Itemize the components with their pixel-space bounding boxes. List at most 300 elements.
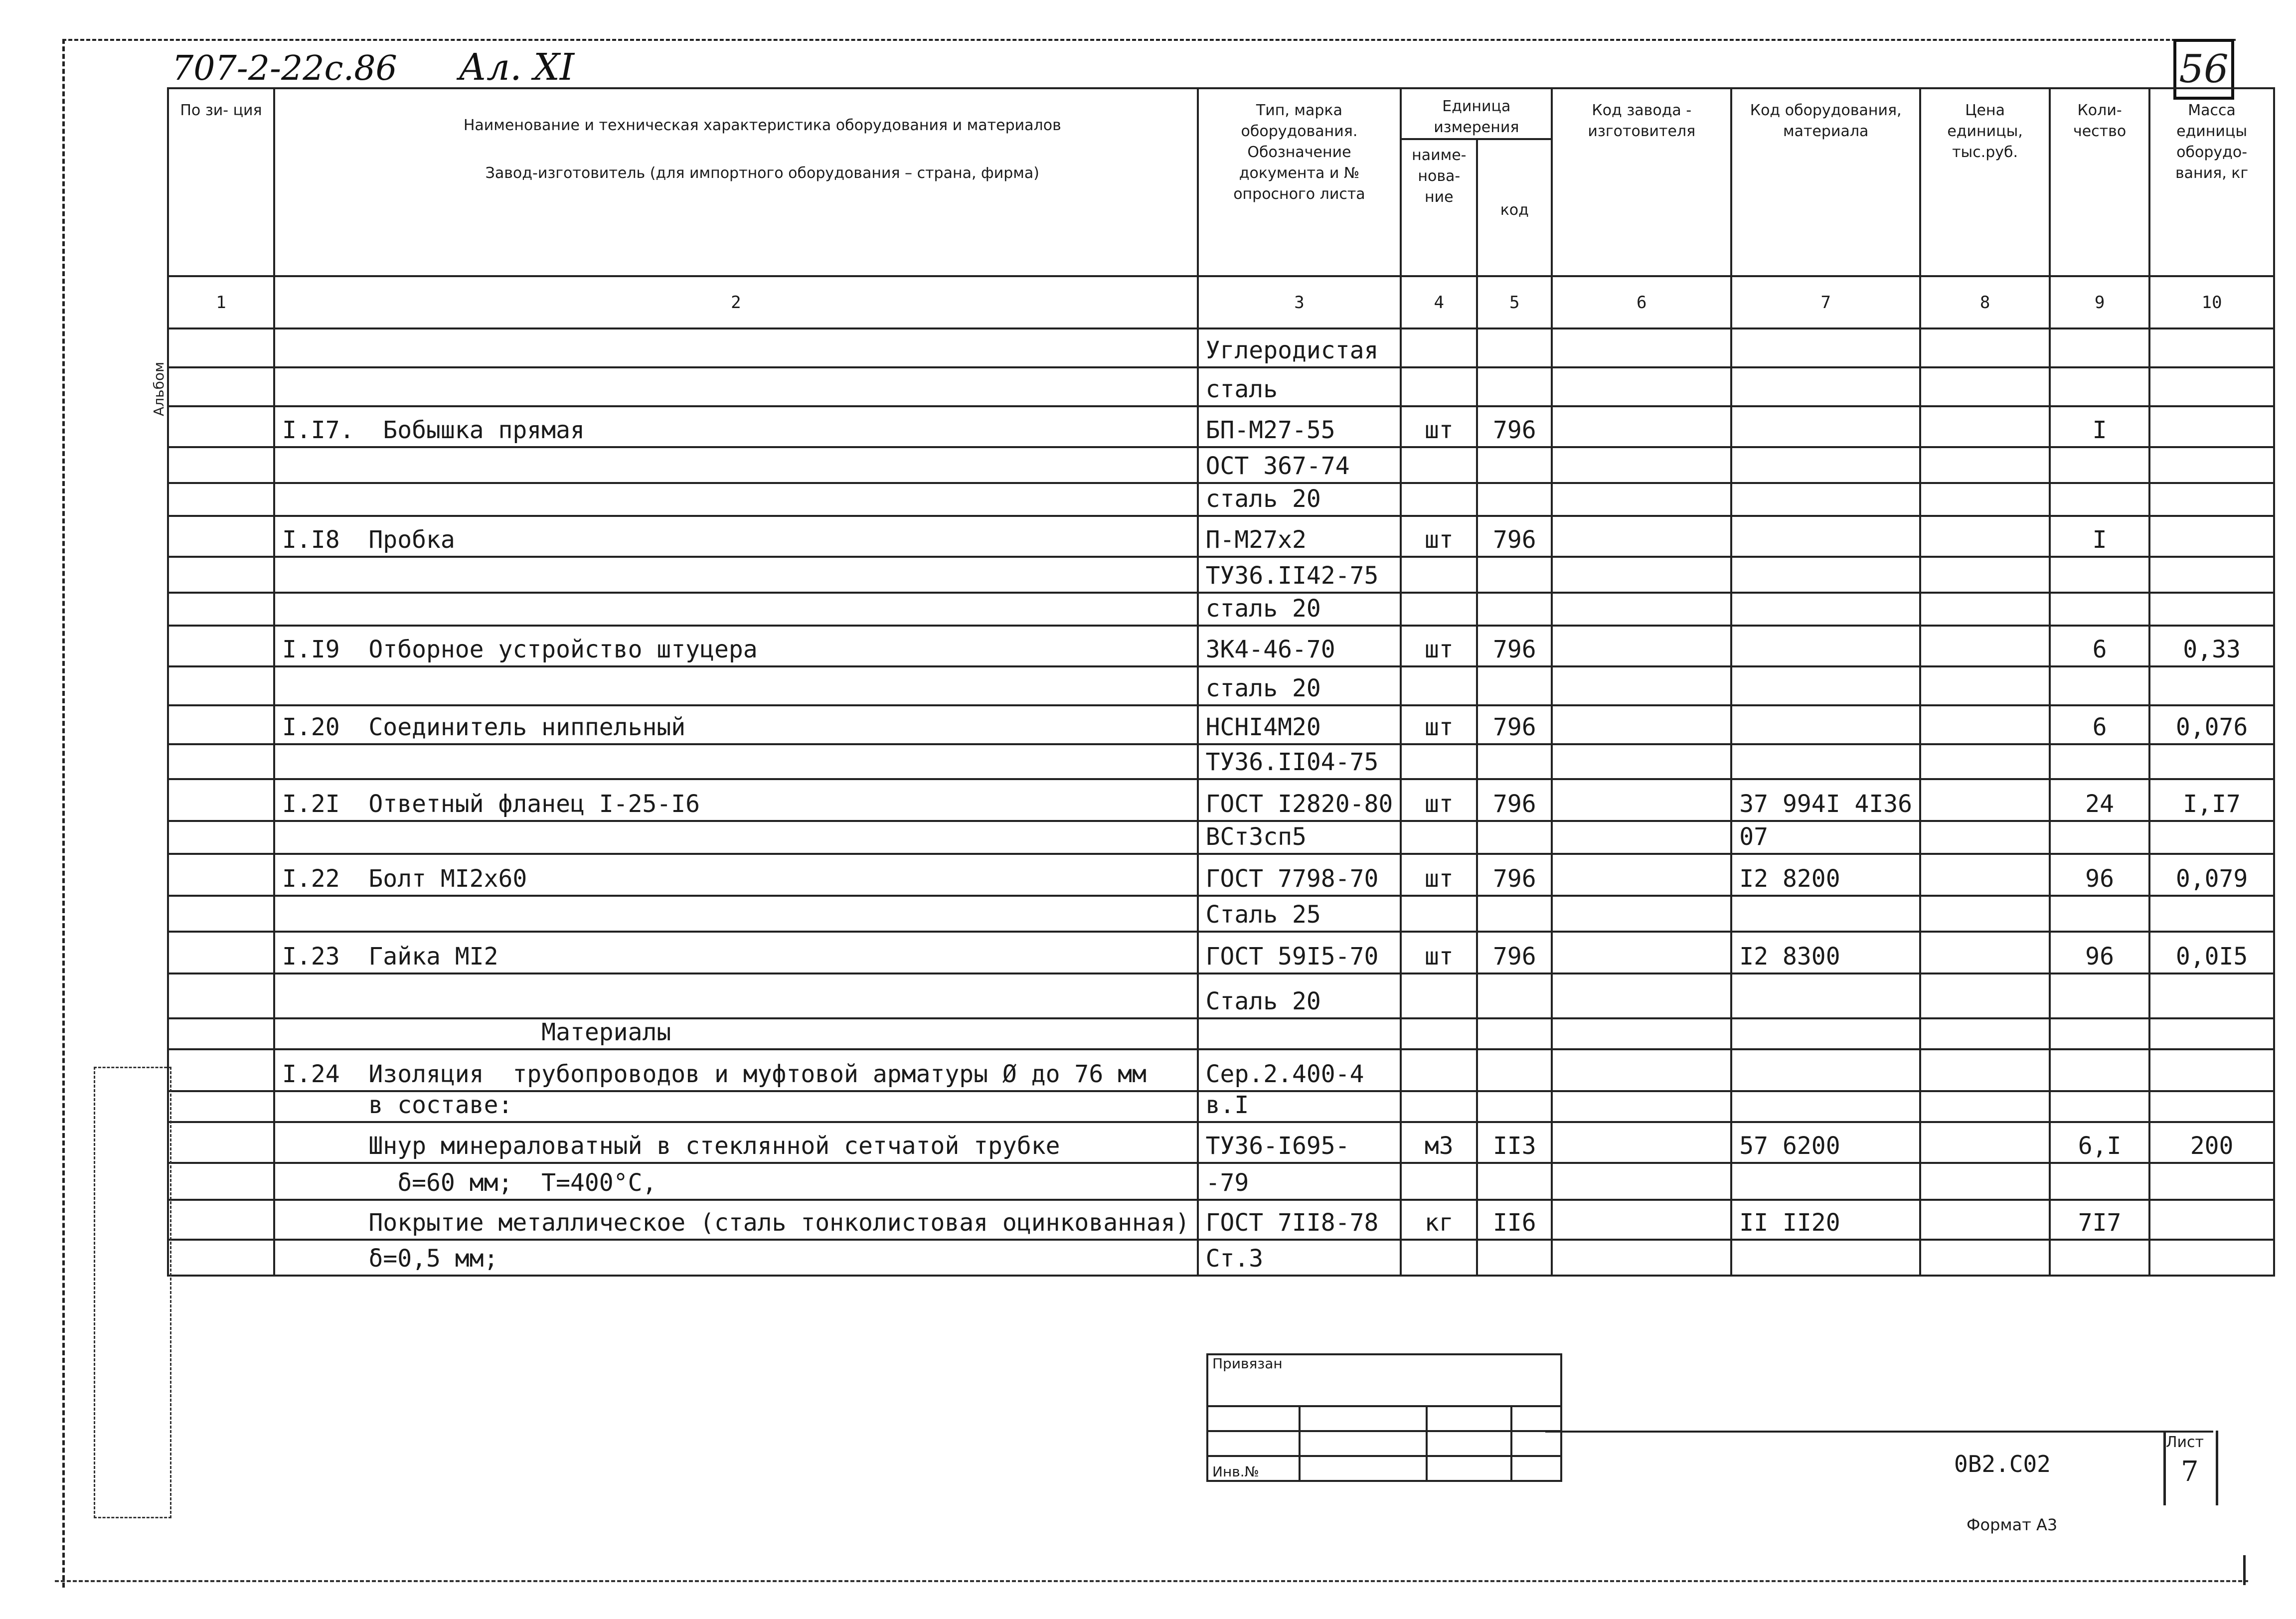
cell-unit-name [1401,896,1477,932]
cell-mass [2149,483,2274,516]
cell-name: δ=60 мм; T=400°C, [274,1163,1198,1200]
cell-quantity: 6,I [2050,1122,2149,1163]
cell-mass [2149,821,2274,854]
cell-factory-code [1552,447,1731,483]
cell-position [168,483,274,516]
table-row [168,666,2274,705]
table-row [168,516,2274,557]
cell-mass [2149,1200,2274,1240]
cell-mass [2149,447,2274,483]
cell-mass [2149,1018,2274,1049]
sheet-label: Лист [2166,1434,2204,1451]
cell-material-code: I2 8300 [1731,932,1920,973]
cell-unit-name [1401,666,1477,705]
cell-type: ЗК4-46-70 [1198,626,1401,666]
cell-type: ВСт3сп5 [1198,821,1401,854]
cell-quantity: I [2050,406,2149,447]
cell-unit-code: 796 [1477,516,1552,557]
cell-factory-code [1552,328,1731,367]
cell-factory-code [1552,973,1731,1018]
cell-type: ТУ36.II04-75 [1198,744,1401,779]
cell-quantity [2050,367,2149,406]
cell-name [274,744,1198,779]
cell-unit-name [1401,744,1477,779]
cell-quantity: 6 [2050,626,2149,666]
cell-name: Покрытие металлическое (сталь тонколистовая оцинкованная) [274,1200,1198,1240]
cell-name: Шнур минераловатный в стеклянной сетчатой трубке [274,1122,1198,1163]
cell-price [1920,447,2050,483]
cell-price [1920,666,2050,705]
table-row [168,406,2274,447]
cell-name [274,483,1198,516]
cell-unit-name: кг [1401,1200,1477,1240]
cell-price [1920,483,2050,516]
col-number: 2 [274,276,1198,328]
cell-material-code [1731,447,1920,483]
cell-mass [2149,1240,2274,1276]
table-row [168,705,2274,744]
cell-mass [2149,973,2274,1018]
cell-unit-code: 796 [1477,932,1552,973]
cell-unit-code [1477,328,1552,367]
cell-quantity: 24 [2050,779,2149,821]
page-number: 56 [2173,39,2234,100]
cell-mass: 0,076 [2149,705,2274,744]
cell-type: Сталь 25 [1198,896,1401,932]
cell-quantity [2050,557,2149,593]
cell-quantity [2050,666,2149,705]
cell-unit-name: шт [1401,779,1477,821]
table-row [168,1163,2274,1200]
cell-factory-code [1552,1122,1731,1163]
col-number: 9 [2050,276,2149,328]
right-edge-mark [2243,1555,2246,1585]
col-header-mass: Масса единицы оборудо- вания, кг [2149,88,2274,276]
cell-type: сталь 20 [1198,483,1401,516]
cell-unit-name [1401,328,1477,367]
cell-type: -79 [1198,1163,1401,1200]
cell-position [168,1163,274,1200]
cell-material-code [1731,483,1920,516]
cell-unit-code [1477,744,1552,779]
cell-unit-name [1401,593,1477,626]
cell-position [168,1091,274,1122]
cell-material-code [1731,1163,1920,1200]
cell-factory-code [1552,896,1731,932]
cell-factory-code [1552,744,1731,779]
cell-unit-name: м3 [1401,1122,1477,1163]
cell-unit-code [1477,821,1552,854]
cell-quantity [2050,593,2149,626]
cell-mass [2149,1049,2274,1091]
bottom-border [55,1580,2248,1582]
cell-unit-code: 796 [1477,705,1552,744]
cell-quantity [2050,1091,2149,1122]
table-row [168,1122,2274,1163]
cell-quantity [2050,744,2149,779]
cell-unit-name [1401,1240,1477,1276]
cell-position [168,1200,274,1240]
cell-quantity: 96 [2050,854,2149,896]
cell-mass: 0,079 [2149,854,2274,896]
cell-type: ГОСТ I2820-80 [1198,779,1401,821]
cell-mass [2149,744,2274,779]
cell-position [168,406,274,447]
cell-material-code [1731,705,1920,744]
cell-factory-code [1552,666,1731,705]
cell-position [168,666,274,705]
cell-mass [2149,406,2274,447]
cell-price [1920,973,2050,1018]
cell-unit-code: 796 [1477,779,1552,821]
cell-unit-code: 796 [1477,406,1552,447]
cell-position [168,557,274,593]
cell-name [274,821,1198,854]
cell-price [1920,821,2050,854]
cell-quantity [2050,447,2149,483]
cell-unit-name: шт [1401,705,1477,744]
cell-factory-code [1552,557,1731,593]
cell-name [274,447,1198,483]
cell-quantity: I [2050,516,2149,557]
cell-position [168,932,274,973]
left-signature-strip [94,1067,171,1518]
cell-material-code [1731,973,1920,1018]
cell-unit-code [1477,1049,1552,1091]
cell-factory-code [1552,483,1731,516]
cell-position [168,626,274,666]
cell-factory-code [1552,626,1731,666]
cell-mass: I,I7 [2149,779,2274,821]
cell-unit-code [1477,1163,1552,1200]
cell-type: ГОСТ 59I5-70 [1198,932,1401,973]
cell-material-code: I2 8200 [1731,854,1920,896]
cell-unit-name [1401,1091,1477,1122]
col-header-unit-code: код [1477,139,1552,276]
cell-quantity [2050,1163,2149,1200]
cell-price [1920,1018,2050,1049]
cell-name: I.I7. Бобышка прямая [274,406,1198,447]
cell-factory-code [1552,1200,1731,1240]
cell-name: I.I9 Отборное устройство штуцера [274,626,1198,666]
cell-unit-code [1477,1091,1552,1122]
stamp-title: Привязан [1207,1354,1561,1406]
cell-name: I.I8 Пробка [274,516,1198,557]
cell-name: I.2I Ответный фланец I-25-I6 [274,779,1198,821]
cell-name [274,896,1198,932]
cell-unit-code: II6 [1477,1200,1552,1240]
cell-quantity: 96 [2050,932,2149,973]
cell-position [168,1122,274,1163]
cell-position [168,447,274,483]
stamp-inv: Инв.№ [1207,1456,1300,1481]
cell-type: ТУ36.II42-75 [1198,557,1401,593]
cell-name [274,367,1198,406]
table-row [168,626,2274,666]
cell-position [168,367,274,406]
cell-mass [2149,593,2274,626]
cell-price [1920,1091,2050,1122]
cell-price [1920,896,2050,932]
table-row [168,1091,2274,1122]
cell-price [1920,1240,2050,1276]
cell-price [1920,626,2050,666]
column-number-row [168,276,2274,328]
cell-type: Углеродистая [1198,328,1401,367]
cell-unit-code: 796 [1477,626,1552,666]
table-row [168,447,2274,483]
col-header-material-code: Код оборудования, материала [1731,88,1920,276]
cell-type: П-М27х2 [1198,516,1401,557]
cell-quantity [2050,821,2149,854]
cell-mass: 0,0I5 [2149,932,2274,973]
cell-quantity: 7I7 [2050,1200,2149,1240]
cell-mass [2149,666,2274,705]
cell-quantity [2050,1018,2149,1049]
col-header-name [274,88,1198,276]
cell-mass [2149,1091,2274,1122]
cell-mass [2149,1163,2274,1200]
col-header-unit-name: наиме- нова- ние [1401,139,1477,276]
cell-unit-name: шт [1401,626,1477,666]
table-row [168,1240,2274,1276]
table-row [168,367,2274,406]
cell-material-code [1731,744,1920,779]
cell-factory-code [1552,367,1731,406]
table-row [168,483,2274,516]
cell-price [1920,516,2050,557]
cell-name [274,666,1198,705]
cell-position [168,593,274,626]
cell-material-code: 07 [1731,821,1920,854]
cell-name: I.22 Болт МI2х60 [274,854,1198,896]
cell-unit-name: шт [1401,932,1477,973]
cell-mass [2149,896,2274,932]
cell-price [1920,779,2050,821]
cell-factory-code [1552,406,1731,447]
cell-unit-code [1477,1018,1552,1049]
cell-price [1920,854,2050,896]
cell-type: сталь [1198,367,1401,406]
cell-type: НСНI4М20 [1198,705,1401,744]
table-row [168,821,2274,854]
cell-type: ОСТ 367-74 [1198,447,1401,483]
cell-material-code [1731,557,1920,593]
cell-name: Материалы [274,1018,1198,1049]
cell-type: Ст.3 [1198,1240,1401,1276]
cell-unit-name [1401,821,1477,854]
album-label: Ал. XI [459,46,575,89]
cell-unit-name [1401,1018,1477,1049]
side-label: Альбом [151,361,167,416]
table-row [168,854,2274,896]
cell-material-code [1731,1049,1920,1091]
cell-material-code: II II20 [1731,1200,1920,1240]
cell-name: I.20 Соединитель ниппельный [274,705,1198,744]
cell-mass [2149,328,2274,367]
cell-position [168,973,274,1018]
cell-name [274,593,1198,626]
specification-table [167,87,2275,1277]
cell-price [1920,705,2050,744]
cell-price [1920,593,2050,626]
cell-factory-code [1552,1240,1731,1276]
cell-price [1920,932,2050,973]
cell-factory-code [1552,1091,1731,1122]
cell-unit-code [1477,367,1552,406]
cell-name [274,328,1198,367]
cell-material-code: 57 6200 [1731,1122,1920,1163]
col-number: 5 [1477,276,1552,328]
col-number: 3 [1198,276,1401,328]
table-row [168,1018,2274,1049]
cell-unit-name: шт [1401,516,1477,557]
cell-mass: 0,33 [2149,626,2274,666]
cell-unit-code [1477,666,1552,705]
cell-material-code [1731,516,1920,557]
binding-stamp [1206,1353,1562,1482]
cell-unit-name [1401,1049,1477,1091]
cell-position [168,705,274,744]
cell-quantity: 6 [2050,705,2149,744]
cell-factory-code [1552,593,1731,626]
table-row [168,932,2274,973]
cell-material-code [1731,666,1920,705]
cell-type: ГОСТ 7798-70 [1198,854,1401,896]
cell-material-code [1731,406,1920,447]
cell-material-code [1731,328,1920,367]
cell-factory-code [1552,1018,1731,1049]
footer-doc-number: 0В2.С02 [1954,1451,2051,1477]
cell-unit-name: шт [1401,854,1477,896]
cell-mass: 200 [2149,1122,2274,1163]
cell-factory-code [1552,516,1731,557]
cell-factory-code [1552,821,1731,854]
cell-unit-name: шт [1401,406,1477,447]
cell-mass [2149,516,2274,557]
cell-unit-code [1477,447,1552,483]
cell-name: δ=0,5 мм; [274,1240,1198,1276]
cell-unit-name [1401,1163,1477,1200]
table-row [168,557,2274,593]
cell-material-code [1731,626,1920,666]
col-header-name-line2: Завод-изготовитель (для импортного оборудования – страна, фирма) [485,164,1039,182]
cell-price [1920,367,2050,406]
doc-code: 707-2-22с.86 [172,49,397,88]
cell-factory-code [1552,705,1731,744]
col-header-factory-code: Код завода - изготовителя [1552,88,1731,276]
cell-mass [2149,557,2274,593]
table-row [168,593,2274,626]
col-header-quantity: Коли- чество [2050,88,2149,276]
table-row [168,328,2274,367]
col-number: 7 [1731,276,1920,328]
col-number: 4 [1401,276,1477,328]
cell-position [168,896,274,932]
cell-quantity [2050,328,2149,367]
cell-factory-code [1552,779,1731,821]
cell-price [1920,1200,2050,1240]
cell-position [168,821,274,854]
cell-unit-name [1401,483,1477,516]
cell-position [168,1240,274,1276]
table-row [168,1049,2274,1091]
cell-unit-name [1401,447,1477,483]
table-row [168,973,2274,1018]
col-header-unit-group: Единица измерения [1401,88,1552,139]
col-number: 8 [1920,276,2050,328]
col-number: 10 [2149,276,2274,328]
cell-price [1920,406,2050,447]
cell-material-code [1731,593,1920,626]
cell-price [1920,744,2050,779]
cell-unit-code [1477,896,1552,932]
cell-quantity [2050,1049,2149,1091]
cell-price [1920,557,2050,593]
cell-price [1920,1049,2050,1091]
cell-material-code [1731,1240,1920,1276]
cell-unit-code [1477,483,1552,516]
cell-position [168,516,274,557]
cell-price [1920,1163,2050,1200]
table-row [168,1200,2274,1240]
cell-material-code: 37 994I 4I36 [1731,779,1920,821]
cell-position [168,328,274,367]
cell-name [274,557,1198,593]
cell-type: Сер.2.400-4 [1198,1049,1401,1091]
format-label: Формат А3 [1967,1515,2058,1534]
cell-name: в составе: [274,1091,1198,1122]
cell-position [168,779,274,821]
cell-unit-name [1401,973,1477,1018]
cell-type: в.I [1198,1091,1401,1122]
col-header-name-line1: Наименование и техническая характеристика оборудования и материалов [463,117,1061,134]
table-row [168,744,2274,779]
cell-unit-code [1477,557,1552,593]
cell-position [168,744,274,779]
cell-type: сталь 20 [1198,593,1401,626]
cell-factory-code [1552,854,1731,896]
cell-type: сталь 20 [1198,666,1401,705]
cell-quantity [2050,1240,2149,1276]
cell-material-code [1731,1018,1920,1049]
cell-type: ТУ36-I695- [1198,1122,1401,1163]
col-header-type: Тип, марка оборудования. Обозначение документа и № опросного листа [1198,88,1401,276]
cell-unit-name [1401,367,1477,406]
cell-material-code [1731,367,1920,406]
cell-factory-code [1552,1049,1731,1091]
col-number: 6 [1552,276,1731,328]
sheet-number: 7 [2181,1456,2199,1488]
cell-unit-code [1477,973,1552,1018]
cell-factory-code [1552,1163,1731,1200]
cell-name: I.24 Изоляция трубопроводов и муфтовой арматуры Ø до 76 мм [274,1049,1198,1091]
table-row [168,896,2274,932]
cell-material-code [1731,896,1920,932]
cell-name [274,973,1198,1018]
col-header-position: По зи- ция [168,88,274,276]
cell-unit-code: II3 [1477,1122,1552,1163]
cell-price [1920,1122,2050,1163]
table-row [168,779,2274,821]
cell-position [168,1018,274,1049]
cell-type [1198,1018,1401,1049]
col-header-price: Цена единицы, тыс.руб. [1920,88,2050,276]
cell-position [168,854,274,896]
cell-type: ГОСТ 7II8-78 [1198,1200,1401,1240]
cell-unit-code: 796 [1477,854,1552,896]
cell-quantity [2050,973,2149,1018]
